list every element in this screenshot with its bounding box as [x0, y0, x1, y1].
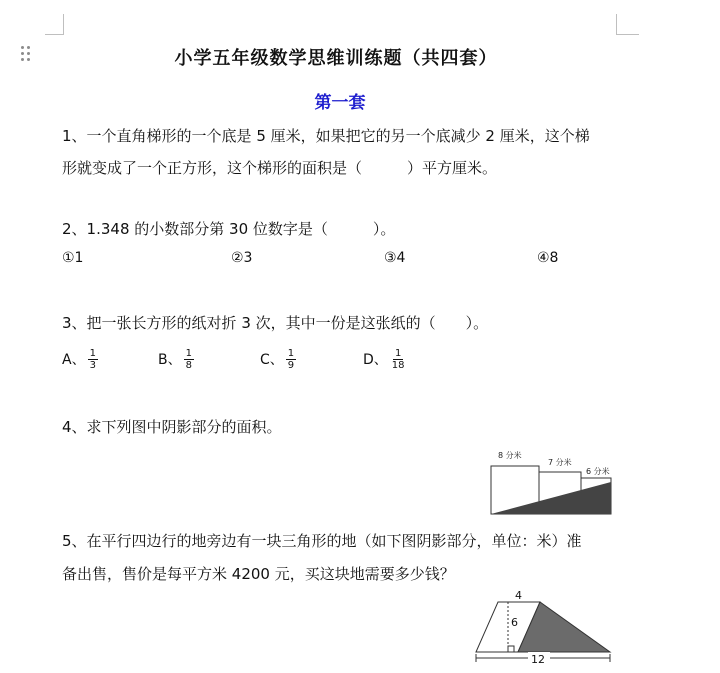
page-corner-mark-top-right [616, 14, 639, 35]
q3-option-c-numerator: 1 [287, 347, 295, 359]
q2-option-3: ③4 [384, 250, 406, 266]
q1-line-2: 形就变成了一个正方形，这个梯形的面积是（ ）平方厘米。 [62, 159, 498, 177]
q4-label-6: 6 分米 [586, 467, 610, 476]
q4-text: 4、求下列图中阴影部分的面积。 [62, 418, 282, 436]
q5-label-6: 6 [511, 616, 518, 629]
q3-option-d-numerator: 1 [394, 347, 402, 359]
q3-option-c-label: C、 [260, 352, 284, 368]
q3-option-a-label: A、 [62, 352, 86, 368]
q3-option-b-label: B、 [158, 352, 182, 368]
q3-option-a [62, 344, 98, 374]
q3-option-c [260, 344, 296, 374]
q3-option-d-denominator: 18 [391, 359, 405, 371]
q5-right-angle-mark [508, 646, 514, 652]
q4-label-8: 8 分米 [498, 451, 522, 460]
q3-option-a-numerator: 1 [89, 347, 96, 359]
q2-option-2: ②3 [231, 250, 253, 266]
page-corner-mark-top-left [45, 14, 64, 35]
q4-figure [486, 446, 616, 518]
q3-option-c-denominator: 9 [287, 359, 295, 371]
q2-text: 2、1.348 的小数部分第 30 位数字是（ ）。 [62, 220, 396, 238]
q3-option-c-fraction [286, 348, 296, 371]
q3-option-b [158, 344, 194, 374]
document-title: 小学五年级数学思维训练题（共四套） [174, 48, 498, 69]
q5-label-12: 12 [531, 653, 545, 666]
q1-line-1: 1、一个直角梯形的一个底是 5 厘米，如果把它的另一个底减少 2 厘米，这个梯 [62, 127, 590, 145]
q3-text: 3、把一张长方形的纸对折 3 次，其中一份是这张纸的（ ）。 [62, 314, 489, 332]
q4-shaded-triangle [491, 482, 611, 514]
q3-option-b-denominator: 8 [185, 359, 192, 371]
q2-option-1: ①1 [62, 250, 84, 266]
q5-shaded-triangle [518, 602, 610, 652]
q4-label-7: 7 分米 [548, 458, 572, 467]
q3-option-a-denominator: 3 [89, 359, 96, 371]
q5-line-1: 5、在平行四边行的地旁边有一块三角形的地（如下图阴影部分，单位：米）准 [62, 532, 582, 550]
q3-option-a-fraction [88, 348, 98, 371]
q3-option-b-numerator: 1 [185, 347, 192, 359]
q3-option-d-label: D、 [363, 352, 388, 368]
q2-option-4: ④8 [537, 250, 559, 266]
q5-label-4: 4 [515, 589, 522, 602]
q3-option-b-fraction [184, 348, 194, 371]
q3-option-d-fraction [390, 348, 407, 371]
q5-figure [468, 586, 618, 670]
section-title: 第一套 [314, 93, 366, 113]
q3-option-d [363, 344, 407, 374]
q5-line-2: 备出售，售价是每平方米 4200 元，买这块地需要多少钱？ [62, 565, 455, 583]
